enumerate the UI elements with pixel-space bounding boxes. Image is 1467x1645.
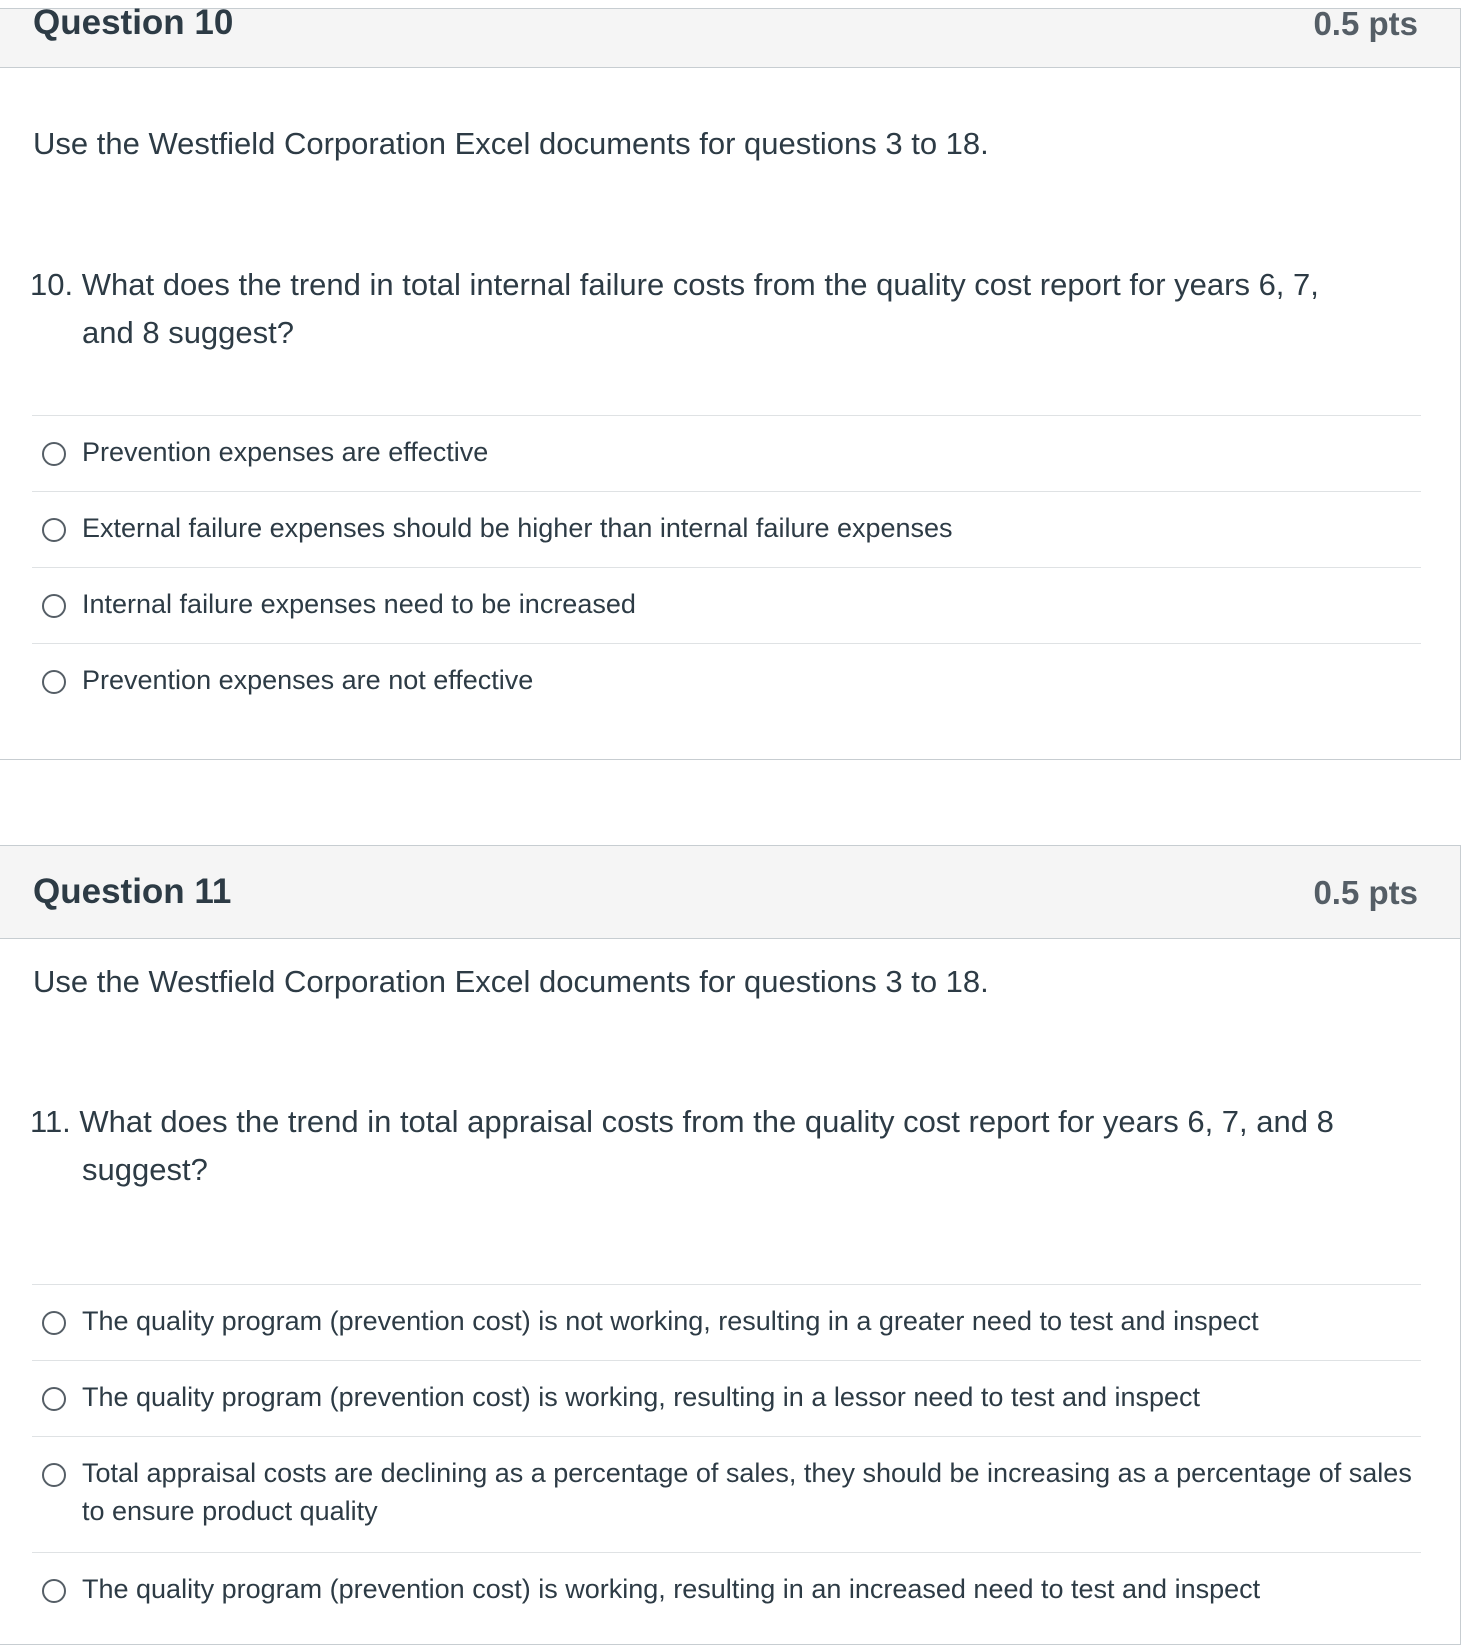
question-number: 10. <box>30 267 74 302</box>
answer-label[interactable]: External failure expenses should be higher than internal failure expenses <box>82 513 953 543</box>
answer-list <box>32 1284 1421 1629</box>
answer-label[interactable]: Internal failure expenses need to be increased <box>82 589 636 619</box>
answer-option[interactable] <box>32 1437 1421 1553</box>
radio-button-icon[interactable] <box>42 442 66 466</box>
radio-button-icon[interactable] <box>42 1463 66 1487</box>
answer-option[interactable] <box>32 416 1421 492</box>
answer-option[interactable] <box>32 1285 1421 1361</box>
answer-label[interactable]: Prevention expenses are not effective <box>82 665 534 695</box>
answer-list <box>32 415 1421 720</box>
question-points: 0.5 pts <box>1313 874 1418 911</box>
answer-option[interactable] <box>32 644 1421 720</box>
question-header <box>0 3 1460 68</box>
answer-option[interactable] <box>32 1361 1421 1437</box>
answer-option[interactable] <box>32 1553 1421 1629</box>
radio-button-icon[interactable] <box>42 1387 66 1411</box>
question-points: 0.5 pts <box>1313 5 1418 42</box>
answer-option[interactable] <box>32 492 1421 568</box>
question-intro: Use the Westfield Corporation Excel documents for questions 3 to 18. <box>33 126 989 161</box>
question-text <box>30 1098 1420 1194</box>
question-intro: Use the Westfield Corporation Excel documents for questions 3 to 18. <box>33 964 989 999</box>
question-title: Question 10 <box>33 3 234 42</box>
question-number: 11. <box>30 1104 71 1139</box>
answer-label[interactable]: The quality program (prevention cost) is not working, resulting in a greater need to test and inspect <box>82 1306 1259 1336</box>
answer-label[interactable]: The quality program (prevention cost) is working, resulting in an increased need to test and inspect <box>82 1574 1261 1604</box>
radio-button-icon[interactable] <box>42 1311 66 1335</box>
question-title: Question 11 <box>33 872 232 911</box>
radio-button-icon[interactable] <box>42 594 66 618</box>
radio-button-icon[interactable] <box>42 518 66 542</box>
answer-label[interactable]: Prevention expenses are effective <box>82 437 489 467</box>
question-header <box>0 846 1460 939</box>
question-10-card <box>0 3 1461 760</box>
radio-button-icon[interactable] <box>42 1579 66 1603</box>
question-text-line2: suggest? <box>82 1152 208 1187</box>
answer-label[interactable]: Total appraisal costs are declining as a percentage of sales, they should be increasing as a percentage of sales to ensure product quality <box>82 1458 1412 1526</box>
question-text-line1: What does the trend in total appraisal costs from the quality cost report for years 6, 7, and 8 <box>79 1104 1334 1139</box>
question-text-line2: and 8 suggest? <box>82 315 295 350</box>
question-text <box>30 261 1420 357</box>
answer-label[interactable]: The quality program (prevention cost) is working, resulting in a lessor need to test and inspect <box>82 1382 1201 1412</box>
radio-button-icon[interactable] <box>42 670 66 694</box>
question-text-line1: What does the trend in total internal failure costs from the quality cost report for years 6, 7, <box>81 267 1319 302</box>
question-11-card <box>0 845 1461 1645</box>
answer-option[interactable] <box>32 568 1421 644</box>
